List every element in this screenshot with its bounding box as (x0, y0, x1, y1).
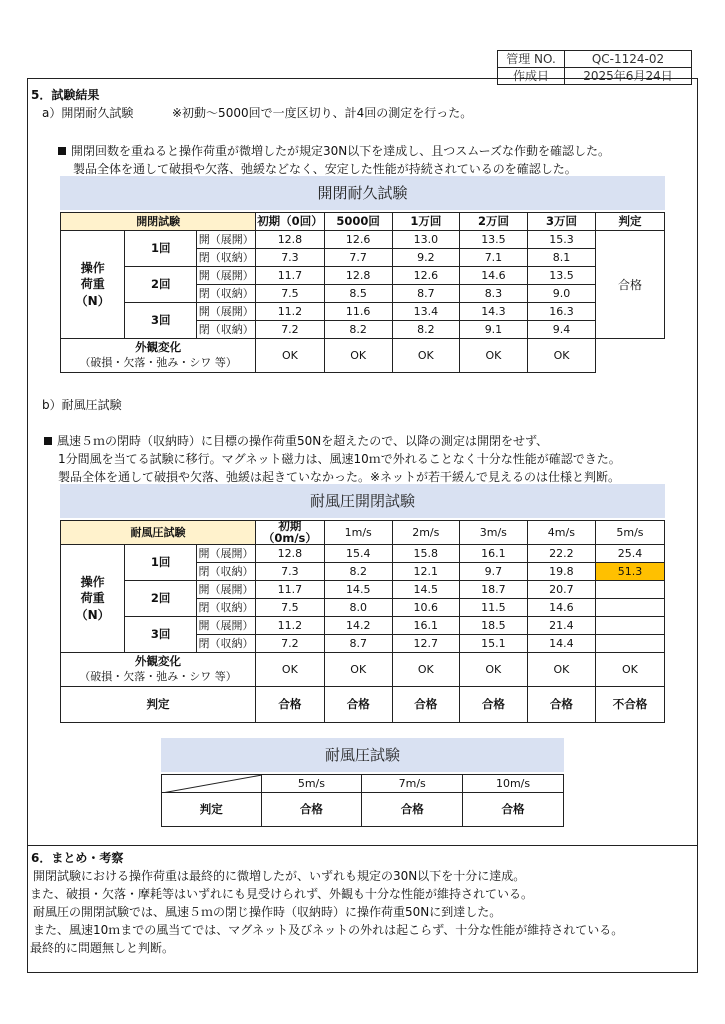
table2-group: 3回 (125, 617, 197, 653)
section5-para1-line2: 製品全体を通して破損や欠落、弛緩などなく、安定した性能が持続されているのを確認した。 (73, 162, 577, 176)
table2-header-2: 1m/s (324, 521, 392, 545)
table3-diagonal-corner (162, 775, 262, 793)
table1-cell: 7.2 (256, 321, 324, 339)
table2-cell: 15.4 (324, 545, 392, 563)
table2-judgement: 合格 (256, 687, 325, 723)
table2-judgement: 合格 (324, 687, 392, 723)
section6-line5: 最終的に問題無しと判断。 (30, 941, 175, 955)
table3-judgement: 合格 (362, 793, 463, 827)
table3-header: 5m/s (261, 775, 362, 793)
table2-appearance: OK (595, 653, 664, 687)
table2-title: 耐風圧開閉試験 (60, 484, 665, 518)
table2-header-5: 4m/s (527, 521, 595, 545)
section5-sub-a-note: ※初動～5000回で一度区切り、計4回の測定を行った。 (172, 106, 473, 120)
table2-cell: 12.7 (392, 635, 459, 653)
table1-title: 開閉耐久試験 (60, 176, 665, 210)
table1-cell: 7.7 (324, 249, 392, 267)
table1-cell: 7.3 (256, 249, 324, 267)
table2-judgement: 合格 (459, 687, 527, 723)
table2-judgement: 不合格 (595, 687, 664, 723)
table2-cell: 7.2 (256, 635, 325, 653)
section5-para1-line1: 開閉回数を重ねると操作荷重が微増したが規定30N以下を達成し、且つスムーズな作動を確認した。 (71, 144, 611, 158)
table-row (61, 545, 665, 563)
section5-para2-line2: 1分間風を当てる試験に移行。マグネット磁力は、風速10ｍで外れることなく十分な性能が確認できた。 (58, 452, 621, 466)
table2-appearance: OK (256, 653, 325, 687)
table1-appearance: OK (256, 339, 324, 373)
table3-judgement: 合格 (261, 793, 362, 827)
table2-judgement: 合格 (392, 687, 459, 723)
table2-header-3: 2m/s (392, 521, 459, 545)
table1-header-5: 3万回 (528, 213, 596, 231)
table3-title: 耐風圧試験 (161, 738, 564, 772)
table2-mode: 開（展開） (196, 581, 255, 599)
management-no-value: QC-1124-02 (565, 51, 692, 68)
table2-cell: 14.6 (527, 599, 595, 617)
table-row (61, 267, 665, 285)
table1-mode: 閉（収納） (197, 321, 256, 339)
section6-line3: 耐風圧の開閉試験では、風速５ｍの閉じ操作時（収納時）に操作荷重50Nに到達した。 (33, 905, 502, 919)
table1-cell: 9.0 (528, 285, 596, 303)
table2-cell: 18.5 (459, 617, 527, 635)
table2-cell: 15.1 (459, 635, 527, 653)
table-row (61, 339, 665, 373)
table2-cell: 16.1 (392, 617, 459, 635)
table1-mode: 開（展開） (197, 303, 256, 321)
table2-mode: 閉（収納） (196, 635, 255, 653)
table1-cell: 15.3 (528, 231, 596, 249)
table2-cell: 11.5 (459, 599, 527, 617)
table2-header-0: 耐風圧試験 (61, 521, 256, 545)
table-row (61, 687, 665, 723)
table2-cell (595, 617, 664, 635)
table2-mode: 閉（収納） (196, 563, 255, 581)
table2-cell: 14.5 (392, 581, 459, 599)
table2-header-4: 3m/s (459, 521, 527, 545)
table2-judgement-label: 判定 (61, 687, 256, 723)
table1-load-label: 操作 荷重 （N） (61, 231, 125, 339)
section5-para2-line3: 製品全体を通して破損や欠落、弛緩は起きていなかった。※ネットが若干緩んで見えるのは仕様と判断。 (58, 470, 621, 484)
table1-cell: 13.5 (528, 267, 596, 285)
table2-cell: 25.4 (595, 545, 664, 563)
table1-appearance-sub: （破損・欠落・弛み・シワ 等） (79, 355, 237, 369)
section5-sub-a: a）開閉耐久試験 (42, 106, 134, 120)
table1-judgement: 合格 (596, 231, 665, 339)
table2-cell (595, 581, 664, 599)
table3-header: 7m/s (362, 775, 463, 793)
table3-header: 10m/s (463, 775, 564, 793)
table-row (61, 653, 665, 687)
table2-cell: 7.5 (256, 599, 325, 617)
table2-load-label: 操作 荷重 （N） (61, 545, 125, 653)
section6-line1: 開閉試験における操作荷重は最終的に微増したが、いずれも規定の30N以下を十分に達成。 (33, 869, 526, 883)
table2-cell: 7.3 (256, 563, 325, 581)
section5-title: 5．試験結果 (31, 88, 100, 102)
table1-cell: 13.4 (392, 303, 459, 321)
section5-para2-line1: 風速５ｍの閉時（収納時）に目標の操作荷重50Nを超えたので、以降の測定は開閉をせず、 (57, 434, 549, 448)
table1-mode: 閉（収納） (197, 285, 256, 303)
table-row (61, 231, 665, 249)
table1-cell: 13.0 (392, 231, 459, 249)
table2-header-6: 5m/s (595, 521, 664, 545)
table1-cell: 8.1 (528, 249, 596, 267)
table1-header-1: 初期（0回） (256, 213, 324, 231)
table1-cell: 11.7 (256, 267, 324, 285)
table2-cell-over-limit: 51.3 (595, 563, 664, 581)
table2-cell: 22.2 (527, 545, 595, 563)
table2-group: 2回 (125, 581, 197, 617)
table2-appearance: OK (392, 653, 459, 687)
table1-cell: 8.2 (392, 321, 459, 339)
table1-cell: 11.6 (324, 303, 392, 321)
table1-group: 3回 (125, 303, 197, 339)
management-no-label: 管理 NO. (498, 51, 565, 68)
table1-appearance: OK (392, 339, 459, 373)
table2-appearance: OK (324, 653, 392, 687)
table3 (161, 774, 564, 827)
table1-cell: 8.5 (324, 285, 392, 303)
table1-mode: 閉（収納） (197, 249, 256, 267)
table2-cell: 21.4 (527, 617, 595, 635)
table1-cell: 9.4 (528, 321, 596, 339)
table2-cell: 14.4 (527, 635, 595, 653)
table1-appearance: OK (528, 339, 596, 373)
table2 (60, 520, 665, 723)
table1-header-0: 開閉試験 (61, 213, 256, 231)
table1-header-6: 判定 (596, 213, 665, 231)
table1-cell: 13.5 (459, 231, 527, 249)
table2-mode: 開（展開） (196, 545, 255, 563)
bullet-square-icon (44, 437, 52, 445)
management-date-label: 作成日 (498, 68, 565, 85)
table2-cell: 15.8 (392, 545, 459, 563)
section6-line4: また、風速10ｍまでの風当てでは、マグネット及びネットの外れは起こらず、十分な性能が維持されている。 (33, 923, 624, 937)
table2-cell: 14.2 (324, 617, 392, 635)
table1-appearance: OK (324, 339, 392, 373)
table1-header-2: 5000回 (324, 213, 392, 231)
table1-cell: 16.3 (528, 303, 596, 321)
table1-cell: 12.6 (392, 267, 459, 285)
table2-cell: 12.1 (392, 563, 459, 581)
table1-group: 1回 (125, 231, 197, 267)
table2-appearance-label: 外観変化 (135, 654, 182, 669)
table1-header-4: 2万回 (459, 213, 527, 231)
bullet-square-icon (58, 147, 66, 155)
table2-appearance: OK (527, 653, 595, 687)
table1-cell: 9.1 (459, 321, 527, 339)
table1-cell: 8.3 (459, 285, 527, 303)
table2-appearance-sub: （破損・欠落・弛み・シワ 等） (79, 669, 237, 683)
management-date-value: 2025年6月24日 (565, 68, 692, 85)
table1-header-3: 1万回 (392, 213, 459, 231)
table2-cell: 12.8 (256, 545, 325, 563)
table1-cell: 9.2 (392, 249, 459, 267)
table-row (162, 793, 564, 827)
table2-cell: 8.0 (324, 599, 392, 617)
section5-sub-b: b）耐風圧試験 (42, 398, 122, 412)
table1-mode: 開（展開） (197, 267, 256, 285)
section6-line2: また、破損・欠落・摩耗等はいずれにも見受けられず、外観も十分な性能が維持されている。 (30, 887, 534, 901)
table2-cell: 16.1 (459, 545, 527, 563)
table1-cell: 8.7 (392, 285, 459, 303)
section-divider (27, 845, 698, 846)
table3-judgement-label: 判定 (162, 793, 262, 827)
table1-appearance: OK (459, 339, 527, 373)
table1-cell: 14.6 (459, 267, 527, 285)
table1-cell: 7.5 (256, 285, 324, 303)
table2-cell: 14.5 (324, 581, 392, 599)
table2-cell: 8.2 (324, 563, 392, 581)
table2-group: 1回 (125, 545, 197, 581)
table2-cell: 10.6 (392, 599, 459, 617)
table1-cell: 7.1 (459, 249, 527, 267)
table2-cell (595, 635, 664, 653)
table2-cell: 9.7 (459, 563, 527, 581)
table2-cell: 19.8 (527, 563, 595, 581)
diagonal-line-icon (162, 775, 262, 793)
table2-cell (595, 599, 664, 617)
table2-judgement: 合格 (527, 687, 595, 723)
table-row (61, 581, 665, 599)
table-row (61, 617, 665, 635)
table2-appearance: OK (459, 653, 527, 687)
table1-group: 2回 (125, 267, 197, 303)
table3-judgement: 合格 (463, 793, 564, 827)
table2-cell: 11.7 (256, 581, 325, 599)
table2-mode: 開（展開） (196, 617, 255, 635)
table2-cell: 11.2 (256, 617, 325, 635)
table1-cell: 12.8 (324, 267, 392, 285)
table1-cell: 12.8 (256, 231, 324, 249)
section6-title: 6．まとめ・考察 (31, 851, 124, 865)
table2-cell: 8.7 (324, 635, 392, 653)
table1-appearance-label: 外観変化 (135, 340, 182, 355)
table1-cell: 14.3 (459, 303, 527, 321)
table1-cell: 8.2 (324, 321, 392, 339)
table-row (61, 303, 665, 321)
table1-mode: 開（展開） (197, 231, 256, 249)
table2-cell: 20.7 (527, 581, 595, 599)
table1 (60, 212, 665, 373)
table2-mode: 閉（収納） (196, 599, 255, 617)
table1-cell: 12.6 (324, 231, 392, 249)
table2-header-1: 初期（0m/s） (256, 521, 325, 545)
table2-cell: 18.7 (459, 581, 527, 599)
table1-cell: 11.2 (256, 303, 324, 321)
